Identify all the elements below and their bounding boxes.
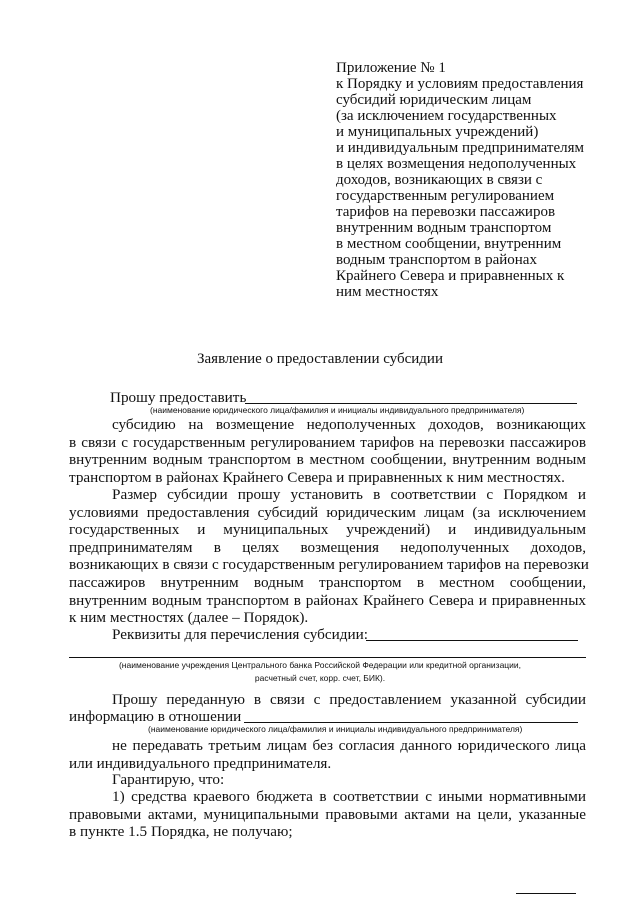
requisites-caption: (наименование учреждения Центрального банка Российской Федерации или кредитной организации, bbox=[118, 660, 522, 670]
appendix-line: к Порядку и условиям предоставления bbox=[336, 76, 584, 92]
appendix-line: ним местностях bbox=[336, 284, 439, 300]
info-paragraph bbox=[69, 691, 586, 709]
guarantee-label: Гарантирую, что: bbox=[112, 771, 225, 788]
paragraph-line: внутренним водным транспортом в районах Крайнего Севера и приравненных bbox=[69, 591, 586, 609]
request-paragraph bbox=[69, 416, 586, 486]
appendix-line: тарифов на перевозки пассажиров bbox=[336, 204, 556, 220]
paragraph-line: пассажиров внутренним водным транспортом в местном сообщении, bbox=[69, 573, 586, 591]
guarantee-paragraph bbox=[69, 788, 586, 841]
paragraph-line: Размер субсидии прошу установить в соответствии с Порядком и bbox=[112, 486, 586, 503]
requisites-field-continued[interactable] bbox=[69, 657, 586, 658]
appendix-line: водным транспортом в районах bbox=[336, 252, 537, 268]
requisites-label: Реквизиты для перечисления субсидии: bbox=[112, 626, 368, 643]
requisites-field[interactable] bbox=[366, 640, 578, 641]
appendix-line: и муниципальных учреждений) bbox=[336, 124, 539, 140]
amount-paragraph bbox=[69, 486, 589, 627]
appendix-header bbox=[336, 60, 606, 300]
paragraph-line: к ним местностях (далее – Порядок). bbox=[69, 609, 309, 627]
appendix-line: в местном сообщении, внутренним bbox=[336, 236, 562, 252]
requisites-caption: расчетный счет, корр. счет, БИК). bbox=[254, 673, 386, 683]
paragraph-line: в пункте 1.5 Порядка, не получаю; bbox=[69, 823, 293, 841]
request-label: Прошу предоставить bbox=[110, 389, 247, 406]
appendix-line: субсидий юридическим лицам bbox=[336, 92, 532, 108]
paragraph-line: Прошу переданную в связи с предоставлением указанной субсидии bbox=[112, 691, 586, 708]
paragraph-line: в связи с государственным регулированием тарифов на перевозки пассажиров bbox=[69, 433, 586, 451]
appendix-line: в целях возмещения недополученных bbox=[336, 156, 577, 172]
paragraph-line: возникающих в связи с государственным регулированием тарифов на перевозки bbox=[69, 556, 589, 574]
appendix-line: Приложение № 1 bbox=[336, 60, 446, 76]
paragraph-line: предпринимателям в целях возмещения недополученных доходов, bbox=[69, 538, 586, 556]
appendix-line: (за исключением государственных bbox=[336, 108, 557, 124]
paragraph-line: не передавать третьим лицам без согласия данного юридического лица bbox=[112, 737, 586, 754]
info-paragraph-continued bbox=[69, 737, 586, 772]
request-caption: (наименование юридического лица/фамилия и инициалы индивидуального предпринимателя) bbox=[150, 405, 525, 415]
appendix-line: внутренним водным транспортом bbox=[336, 220, 552, 236]
paragraph-line: субсидию на возмещение недополученных доходов, возникающих bbox=[112, 416, 586, 433]
appendix-line: доходов, возникающих в связи с bbox=[336, 172, 543, 188]
paragraph-line: условиями предоставления субсидий юридическим лицам (за исключением bbox=[69, 503, 586, 521]
paragraph-line: 1) средства краевого бюджета в соответствии с иными нормативными bbox=[112, 788, 586, 805]
appendix-line: государственным регулированием bbox=[336, 188, 555, 204]
appendix-line: и индивидуальным предпринимателям bbox=[336, 140, 584, 156]
paragraph-line: или индивидуального предпринимателя. bbox=[69, 754, 332, 772]
info-label: информацию в отношении bbox=[69, 708, 242, 725]
paragraph-line: правовыми актами, муниципальными правовыми актами на цели, указанные bbox=[69, 805, 586, 823]
paragraph-line: государственных и муниципальных учреждений) и индивидуальным bbox=[69, 521, 586, 539]
footer-rule bbox=[516, 893, 576, 894]
appendix-line: Крайнего Севера и приравненных к bbox=[336, 268, 565, 284]
document-title: Заявление о предоставлении субсидии bbox=[197, 351, 443, 367]
paragraph-line: внутренним водным транспортом в местном сообщении, внутренним водным bbox=[69, 451, 586, 469]
paragraph-line: транспортом в районах Крайнего Севера и приравненных к ним местностях. bbox=[69, 468, 565, 486]
info-caption: (наименование юридического лица/фамилия и инициалы индивидуального предпринимателя) bbox=[148, 724, 523, 734]
